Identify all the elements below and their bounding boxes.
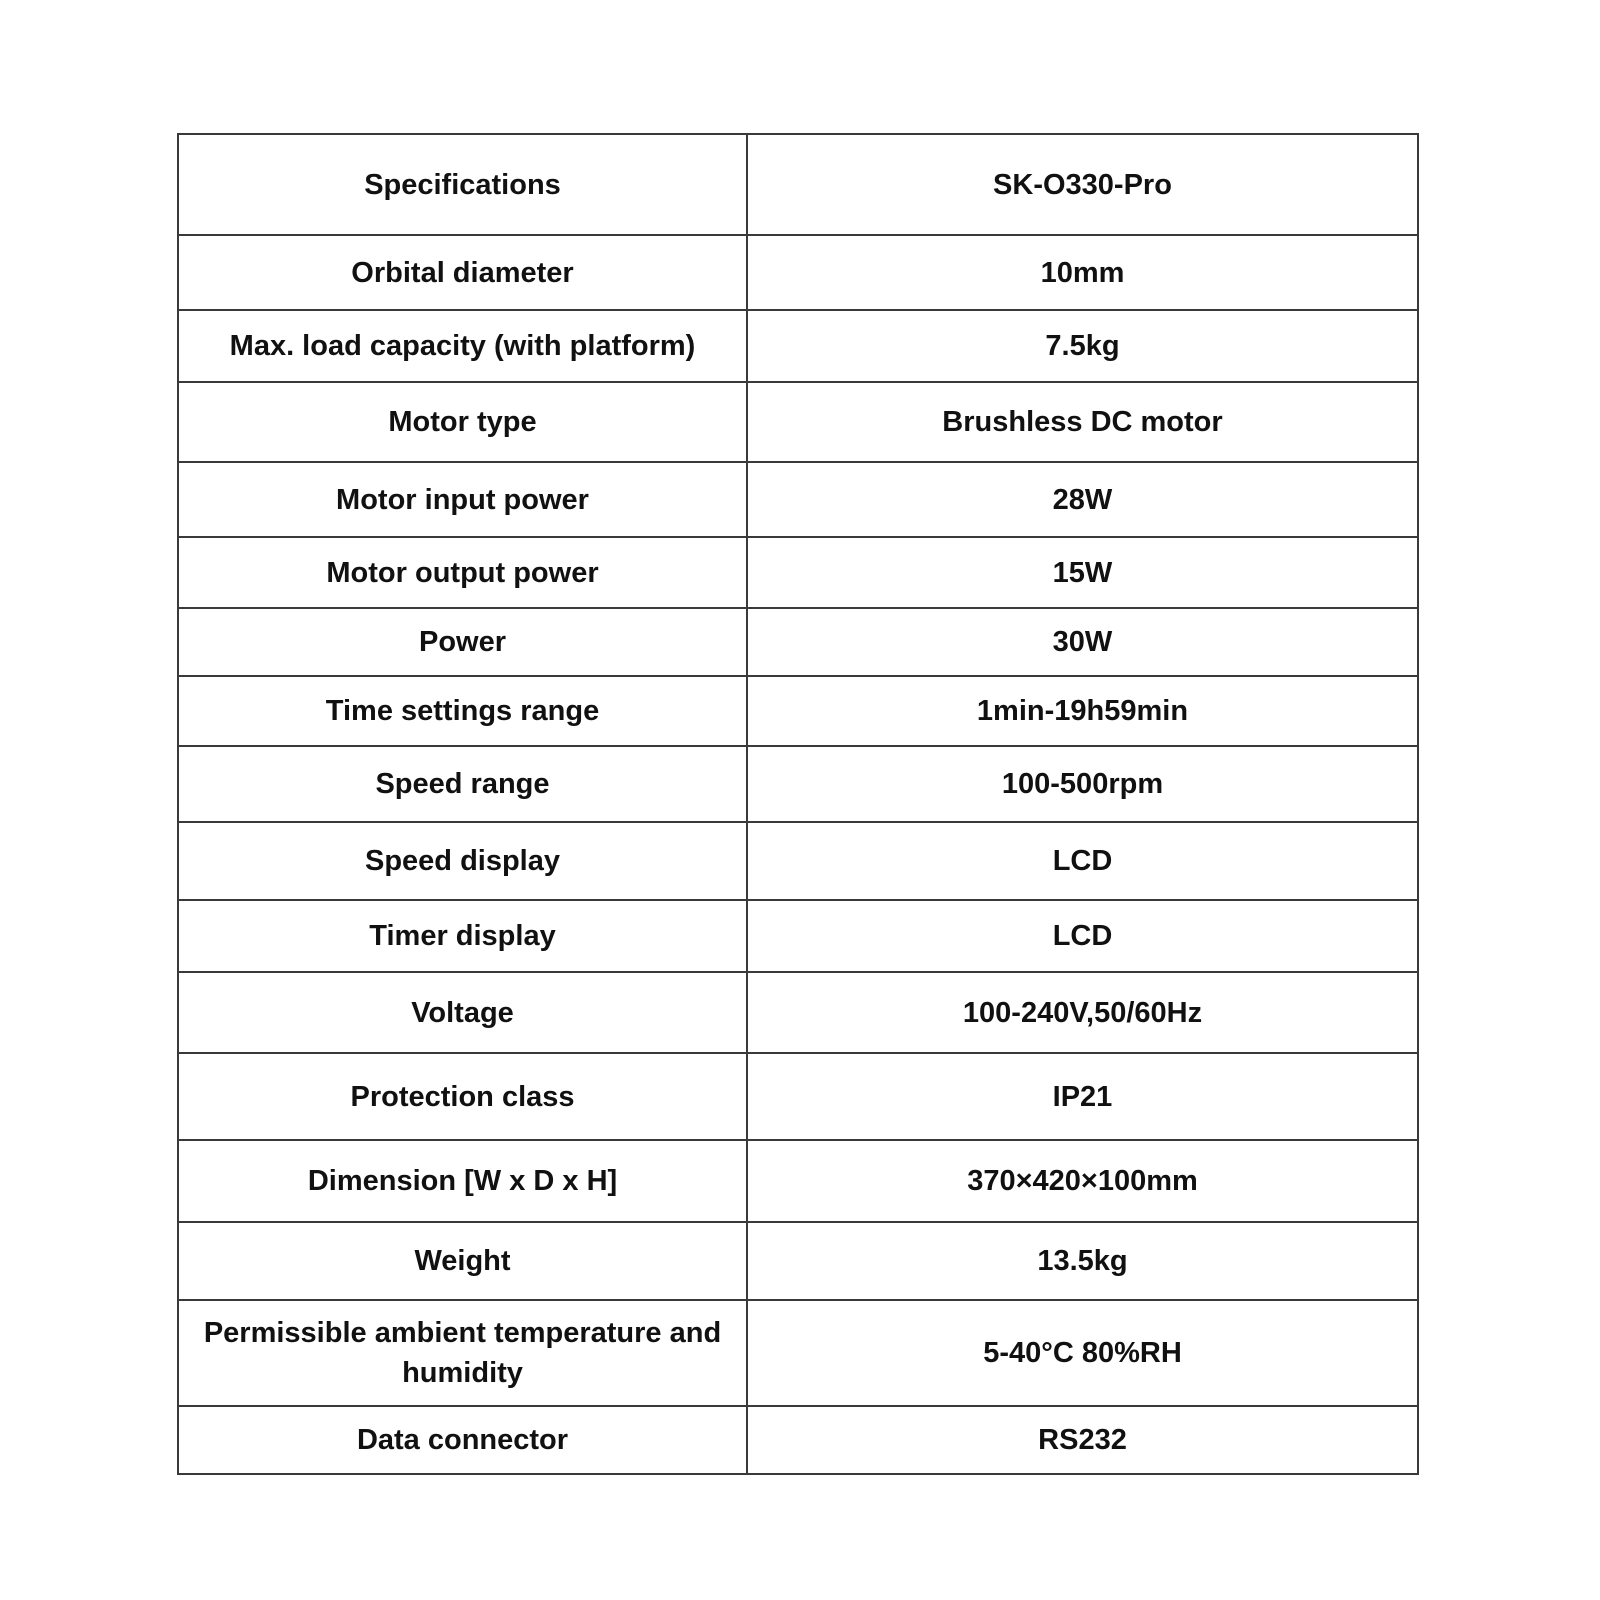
spec-value: 15W (747, 537, 1418, 608)
spec-label: Motor output power (178, 537, 747, 608)
spec-value: 13.5kg (747, 1222, 1418, 1300)
table-row (178, 462, 1418, 537)
spec-label: Speed range (178, 746, 747, 822)
spec-value: 10mm (747, 235, 1418, 310)
table-row (178, 1053, 1418, 1140)
table-row (178, 1222, 1418, 1300)
spec-value: 100-240V,50/60Hz (747, 972, 1418, 1053)
table-row (178, 310, 1418, 382)
spec-value: LCD (747, 822, 1418, 900)
spec-label: Dimension [W x D x H] (178, 1140, 747, 1222)
table-row (178, 972, 1418, 1053)
spec-value: 30W (747, 608, 1418, 676)
spec-label: Timer display (178, 900, 747, 972)
spec-label: Time settings range (178, 676, 747, 746)
spec-value: SK-O330-Pro (747, 134, 1418, 235)
spec-value: IP21 (747, 1053, 1418, 1140)
spec-value: LCD (747, 900, 1418, 972)
spec-label: Motor input power (178, 462, 747, 537)
spec-value: 1min-19h59min (747, 676, 1418, 746)
spec-table (177, 133, 1419, 1475)
spec-label: Motor type (178, 382, 747, 462)
spec-label: Protection class (178, 1053, 747, 1140)
spec-value: 7.5kg (747, 310, 1418, 382)
spec-label: Data connector (178, 1406, 747, 1474)
table-row (178, 382, 1418, 462)
table-row (178, 900, 1418, 972)
spec-label: Max. load capacity (with platform) (178, 310, 747, 382)
spec-label: Weight (178, 1222, 747, 1300)
spec-value: 28W (747, 462, 1418, 537)
table-row (178, 537, 1418, 608)
table-row (178, 235, 1418, 310)
table-row (178, 608, 1418, 676)
spec-label: Specifications (178, 134, 747, 235)
spec-value: Brushless DC motor (747, 382, 1418, 462)
spec-label: Orbital diameter (178, 235, 747, 310)
table-row (178, 676, 1418, 746)
table-row (178, 746, 1418, 822)
table-row (178, 134, 1418, 235)
spec-label: Permissible ambient temperature and humidity (178, 1300, 747, 1406)
spec-value: 100-500rpm (747, 746, 1418, 822)
spec-value: RS232 (747, 1406, 1418, 1474)
table-row (178, 1140, 1418, 1222)
spec-value: 370×420×100mm (747, 1140, 1418, 1222)
spec-label: Voltage (178, 972, 747, 1053)
spec-label: Power (178, 608, 747, 676)
spec-value: 5-40°C 80%RH (747, 1300, 1418, 1406)
spec-label: Speed display (178, 822, 747, 900)
table-row (178, 1406, 1418, 1474)
table-row (178, 1300, 1418, 1406)
table-row (178, 822, 1418, 900)
